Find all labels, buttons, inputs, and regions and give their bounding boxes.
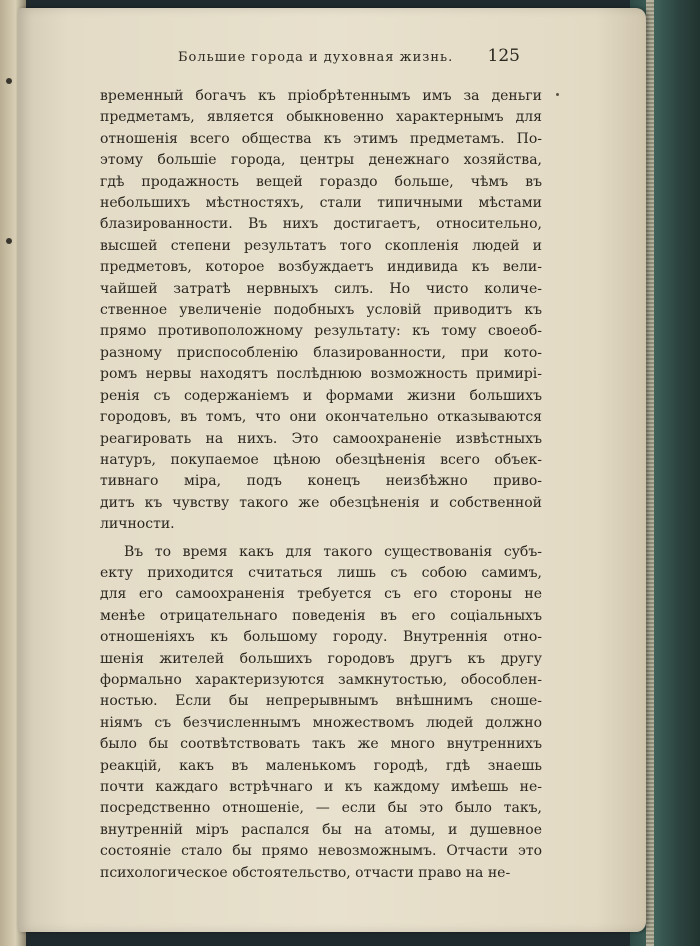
- text-line: гдѣ продажность вещей гораздо больше, чѣмъ въ: [100, 173, 542, 190]
- text-line: психологическое обстоятельство, отчасти право на не-: [100, 864, 511, 881]
- text-line: было бы соотвѣтствовать такъ же много внутреннихъ: [100, 736, 542, 753]
- text-line: предметовъ, которое возбуждаетъ индивида къ вели-: [100, 259, 542, 276]
- text-line: реакцій, какъ въ маленькомъ городѣ, гдѣ знаешь: [100, 757, 542, 774]
- text-line: почти каждаго встрѣчнаго и къ каждому имѣешь не-: [100, 779, 542, 795]
- ink-speck: [556, 93, 559, 96]
- text-line: менѣе отрицательнаго поведенія въ его соціальныхъ: [100, 607, 542, 624]
- paragraph: [100, 542, 542, 885]
- running-title: Большие города и духовная жизнь.: [178, 50, 454, 65]
- text-line: внутренній міръ распался бы на атомы, и душевное: [100, 821, 542, 838]
- margin-mark: [6, 238, 12, 244]
- text-line: ственное увеличеніе подобныхъ условій приводитъ къ: [100, 302, 542, 319]
- body-text: [100, 86, 542, 884]
- text-line: тивнаго міра, подъ конецъ неизбѣжно приво-: [100, 473, 542, 490]
- page-number: 125: [487, 46, 520, 66]
- text-line: Въ то время какъ для такого существованія субъ-: [124, 543, 542, 560]
- text-line: этому большіе города, центры денежнаго хозяйства,: [100, 152, 542, 169]
- text-line: ромъ нервы находятъ послѣднюю возможность примирі-: [100, 366, 542, 383]
- text-line: реагировать на нихъ. Это самоохраненіе извѣстныхъ: [100, 430, 542, 447]
- text-line: ніямъ съ безчисленнымъ множествомъ людей должно: [100, 714, 542, 731]
- text-line: состояніе стало бы прямо невозможнымъ. Отчасти это: [100, 843, 542, 860]
- book-page: [18, 8, 646, 932]
- text-line: временный богачъ къ пріобрѣтеннымъ имъ за деньги: [100, 88, 542, 104]
- text-line: ностью. Если бы непрерывнымъ внѣшнимъ сноше-: [100, 693, 542, 710]
- text-line: прямо противоположному результату: къ тому своеоб-: [100, 323, 542, 340]
- text-line: чайшей затратѣ нервныхъ силъ. Но чисто количе-: [100, 280, 542, 297]
- text-line: шенія жителей большихъ городовъ другъ къ другу: [100, 650, 542, 667]
- text-line: натуръ, покупаемое цѣною обезцѣненія всего объек-: [100, 451, 542, 468]
- margin-mark: [6, 78, 12, 84]
- page-block-edge: [646, 0, 654, 946]
- text-line: личности.: [100, 516, 175, 533]
- running-header: [178, 46, 520, 66]
- text-line: дитъ къ чувству такого же обезцѣненія и собственной: [100, 494, 542, 511]
- text-line: отношенія всего общества къ этимъ предметамъ. По-: [100, 130, 542, 147]
- text-line: посредственно отношеніе, — если бы это было такъ,: [100, 800, 542, 817]
- text-line: городовъ, въ томъ, что они окончательно отказываются: [100, 409, 542, 426]
- text-line: предметамъ, является обыкновенно характернымъ для: [100, 109, 542, 126]
- text-line: блазированности. Въ нихъ достигаетъ, относительно,: [100, 216, 542, 233]
- paragraph: [100, 86, 542, 536]
- text-line: разному приспособленію блазированности, при кото-: [100, 344, 542, 361]
- text-line: отношеніяхъ къ большому городу. Внутреннія отно-: [100, 629, 542, 646]
- text-line: для его самоохраненія требуется съ его стороны не: [100, 586, 542, 603]
- text-line: ренія съ содержаніемъ и формами жизни большихъ: [100, 387, 542, 404]
- text-line: екту приходится считаться лишь съ собою самимъ,: [100, 564, 542, 581]
- text-line: высшей степени результатъ того скопленія людей и: [100, 237, 542, 254]
- text-line: формально характеризуются замкнутостью, обособлен-: [100, 671, 542, 688]
- text-line: небольшихъ мѣстностяхъ, стали типичными мѣстами: [100, 195, 542, 212]
